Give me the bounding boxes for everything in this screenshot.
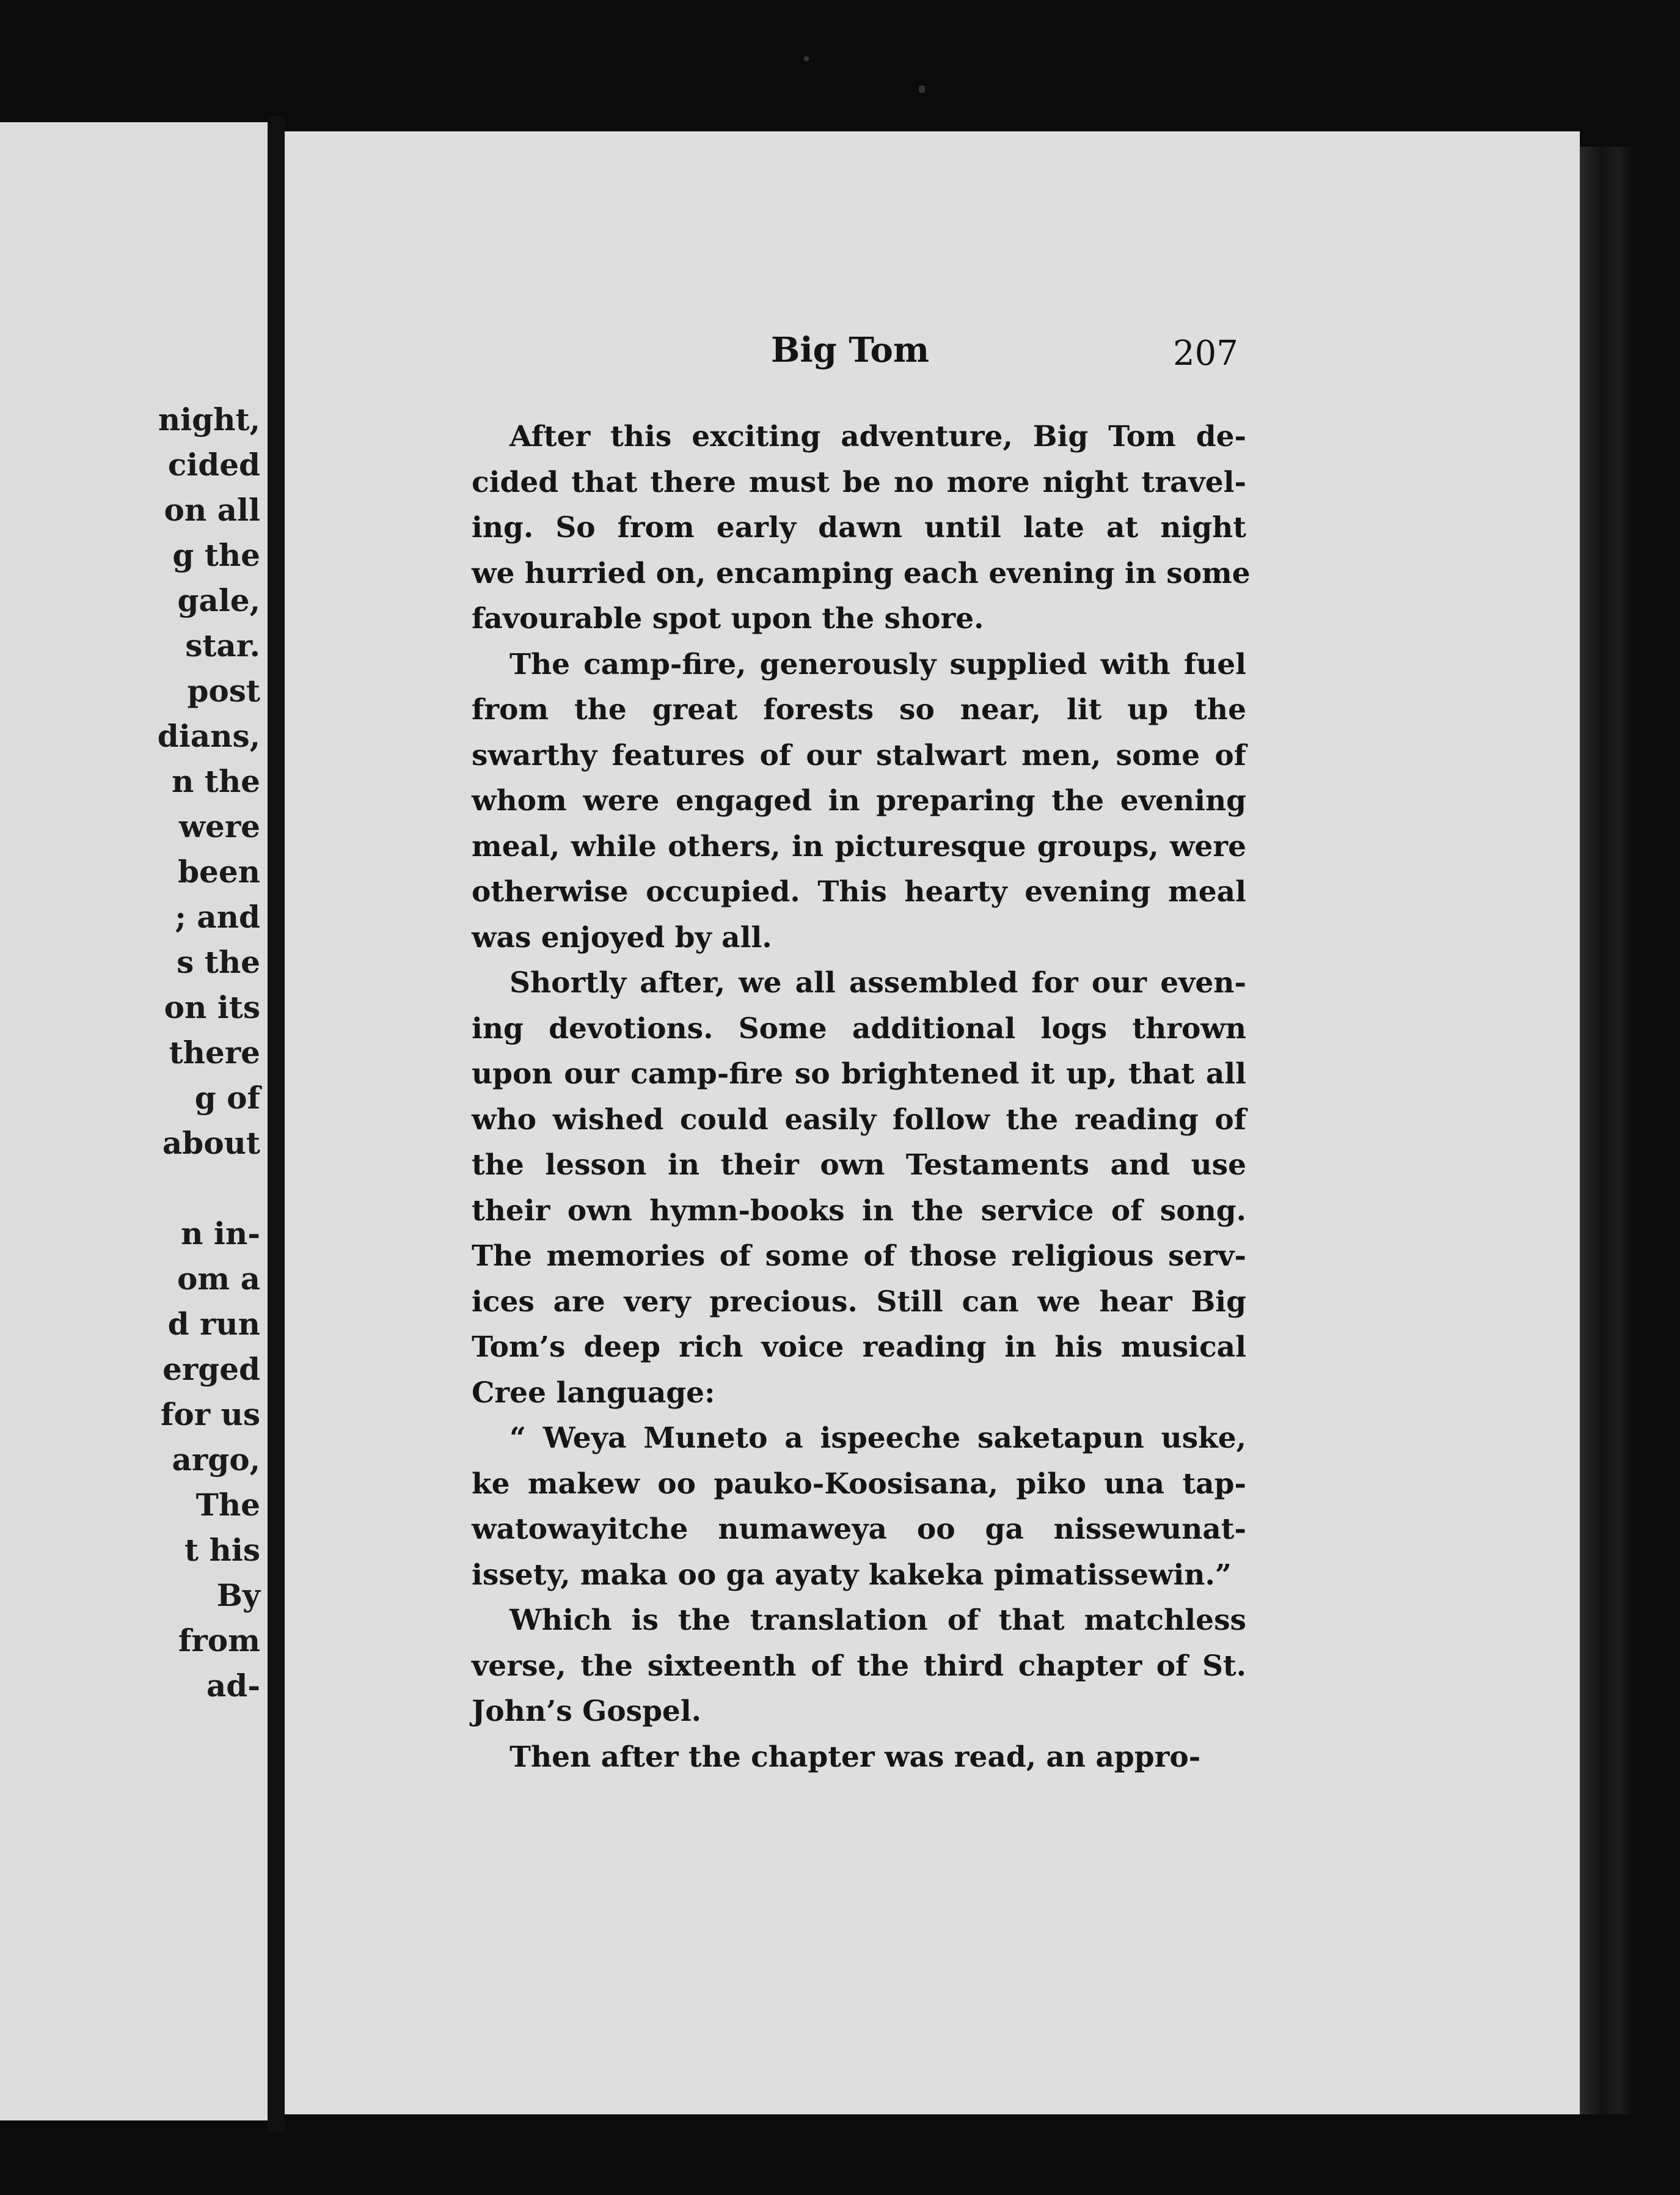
scan-speck <box>919 86 925 93</box>
left-page-line: By <box>216 1577 260 1613</box>
text-line: John’s Gospel. <box>472 1695 702 1728</box>
left-page-line: ; and <box>175 899 260 935</box>
text-line: the lesson in their own Testaments and use <box>472 1148 1246 1182</box>
left-page-line: erged <box>163 1351 260 1387</box>
left-page-line: g the <box>172 537 260 573</box>
left-page-line: from <box>178 1622 260 1658</box>
running-head-title: Big Tom <box>771 330 930 370</box>
book-gutter <box>268 116 285 2133</box>
left-page-line: om a <box>177 1261 260 1297</box>
scan-speck <box>804 56 809 61</box>
text-line: meal, while others, in picturesque groups, were <box>472 829 1246 863</box>
text-line: swarthy features of our stalwart men, some of <box>472 738 1246 772</box>
text-line: was enjoyed by all. <box>472 920 772 955</box>
paragraph <box>472 414 1251 642</box>
text-line: their own hymn-books in the service of song. <box>472 1193 1246 1228</box>
left-page-text-fragments <box>0 397 260 1709</box>
text-line: The camp-fire, generously supplied with fuel <box>509 647 1246 681</box>
left-page-line: star. <box>185 628 260 664</box>
paragraph <box>472 1416 1246 1598</box>
left-page-line: were <box>178 808 260 845</box>
left-page-line: for us <box>160 1396 260 1432</box>
text-line: who wished could easily follow the reading of <box>472 1102 1246 1137</box>
text-line: cided that there must be no more night travel- <box>472 465 1246 499</box>
left-page-line: t his <box>184 1532 260 1568</box>
left-facing-page <box>0 122 268 2120</box>
text-line: watowayitche numaweya oo ga nissewunat- <box>472 1512 1246 1546</box>
body-text <box>472 414 1251 1780</box>
text-line: Which is the translation of that matchless <box>509 1603 1246 1637</box>
left-page-line: g of <box>194 1080 260 1116</box>
text-line: ing devotions. Some additional logs thrown <box>472 1011 1246 1046</box>
paragraph <box>472 1598 1246 1735</box>
page-number: 207 <box>1173 334 1238 373</box>
left-page-line: dians, <box>157 718 260 754</box>
text-line: from the great forests so near, lit up the <box>472 693 1246 727</box>
paragraph <box>472 961 1246 1416</box>
page-edge-stack <box>1580 147 1635 2114</box>
text-line: “ Weya Muneto a ispeeche saketapun uske, <box>509 1421 1246 1455</box>
left-page-line: gale, <box>177 582 260 618</box>
text-line: otherwise occupied. This hearty evening meal <box>472 875 1246 909</box>
left-page-line: s the <box>177 944 260 980</box>
left-page-line: about <box>162 1125 260 1161</box>
left-page-line: there <box>169 1035 260 1071</box>
left-page-line: ad- <box>206 1668 260 1704</box>
text-line: upon our camp-fire so brightened it up, that all <box>472 1057 1246 1091</box>
text-line: favourable spot upon the shore. <box>472 602 984 636</box>
text-line: issety, maka oo ga ayaty kakeka pimatissewin.” <box>472 1558 1232 1592</box>
paragraph <box>472 642 1246 961</box>
text-line: ices are very precious. Still can we hear Big <box>472 1284 1246 1319</box>
paragraph <box>472 1735 1246 1781</box>
left-page-line: cided <box>167 447 260 483</box>
text-line: ing. So from early dawn until late at night <box>472 511 1246 544</box>
left-page-line: night, <box>158 401 260 438</box>
left-page-line: on all <box>164 492 260 528</box>
text-line: verse, the sixteenth of the third chapter of St. <box>472 1649 1246 1683</box>
running-head <box>0 330 1680 379</box>
text-line: ke makew oo pauko-Koosisana, piko una tap- <box>472 1467 1246 1501</box>
text-line: Shortly after, we all assembled for our even- <box>509 966 1246 1000</box>
text-line: Then after the chapter was read, an appro- <box>509 1740 1201 1774</box>
left-page-line: d run <box>167 1306 260 1342</box>
text-line: Cree language: <box>472 1376 715 1410</box>
text-line: Tom’s deep rich voice reading in his musical <box>472 1330 1246 1364</box>
text-line: we hurried on, encamping each evening in some <box>472 556 1251 590</box>
text-line: whom were engaged in preparing the evening <box>472 784 1246 818</box>
left-page-line: n the <box>171 763 260 799</box>
left-page-line: been <box>178 854 260 890</box>
left-page-line: on its <box>164 989 260 1025</box>
text-line: The memories of some of those religious serv- <box>472 1239 1246 1273</box>
left-page-line: The <box>195 1487 260 1523</box>
text-line: After this exciting adventure, Big Tom de- <box>509 420 1246 453</box>
left-page-line: post <box>187 673 260 709</box>
left-page-line <box>0 1166 260 1211</box>
left-page-line: n in- <box>181 1215 260 1251</box>
left-page-line: argo, <box>172 1442 260 1478</box>
